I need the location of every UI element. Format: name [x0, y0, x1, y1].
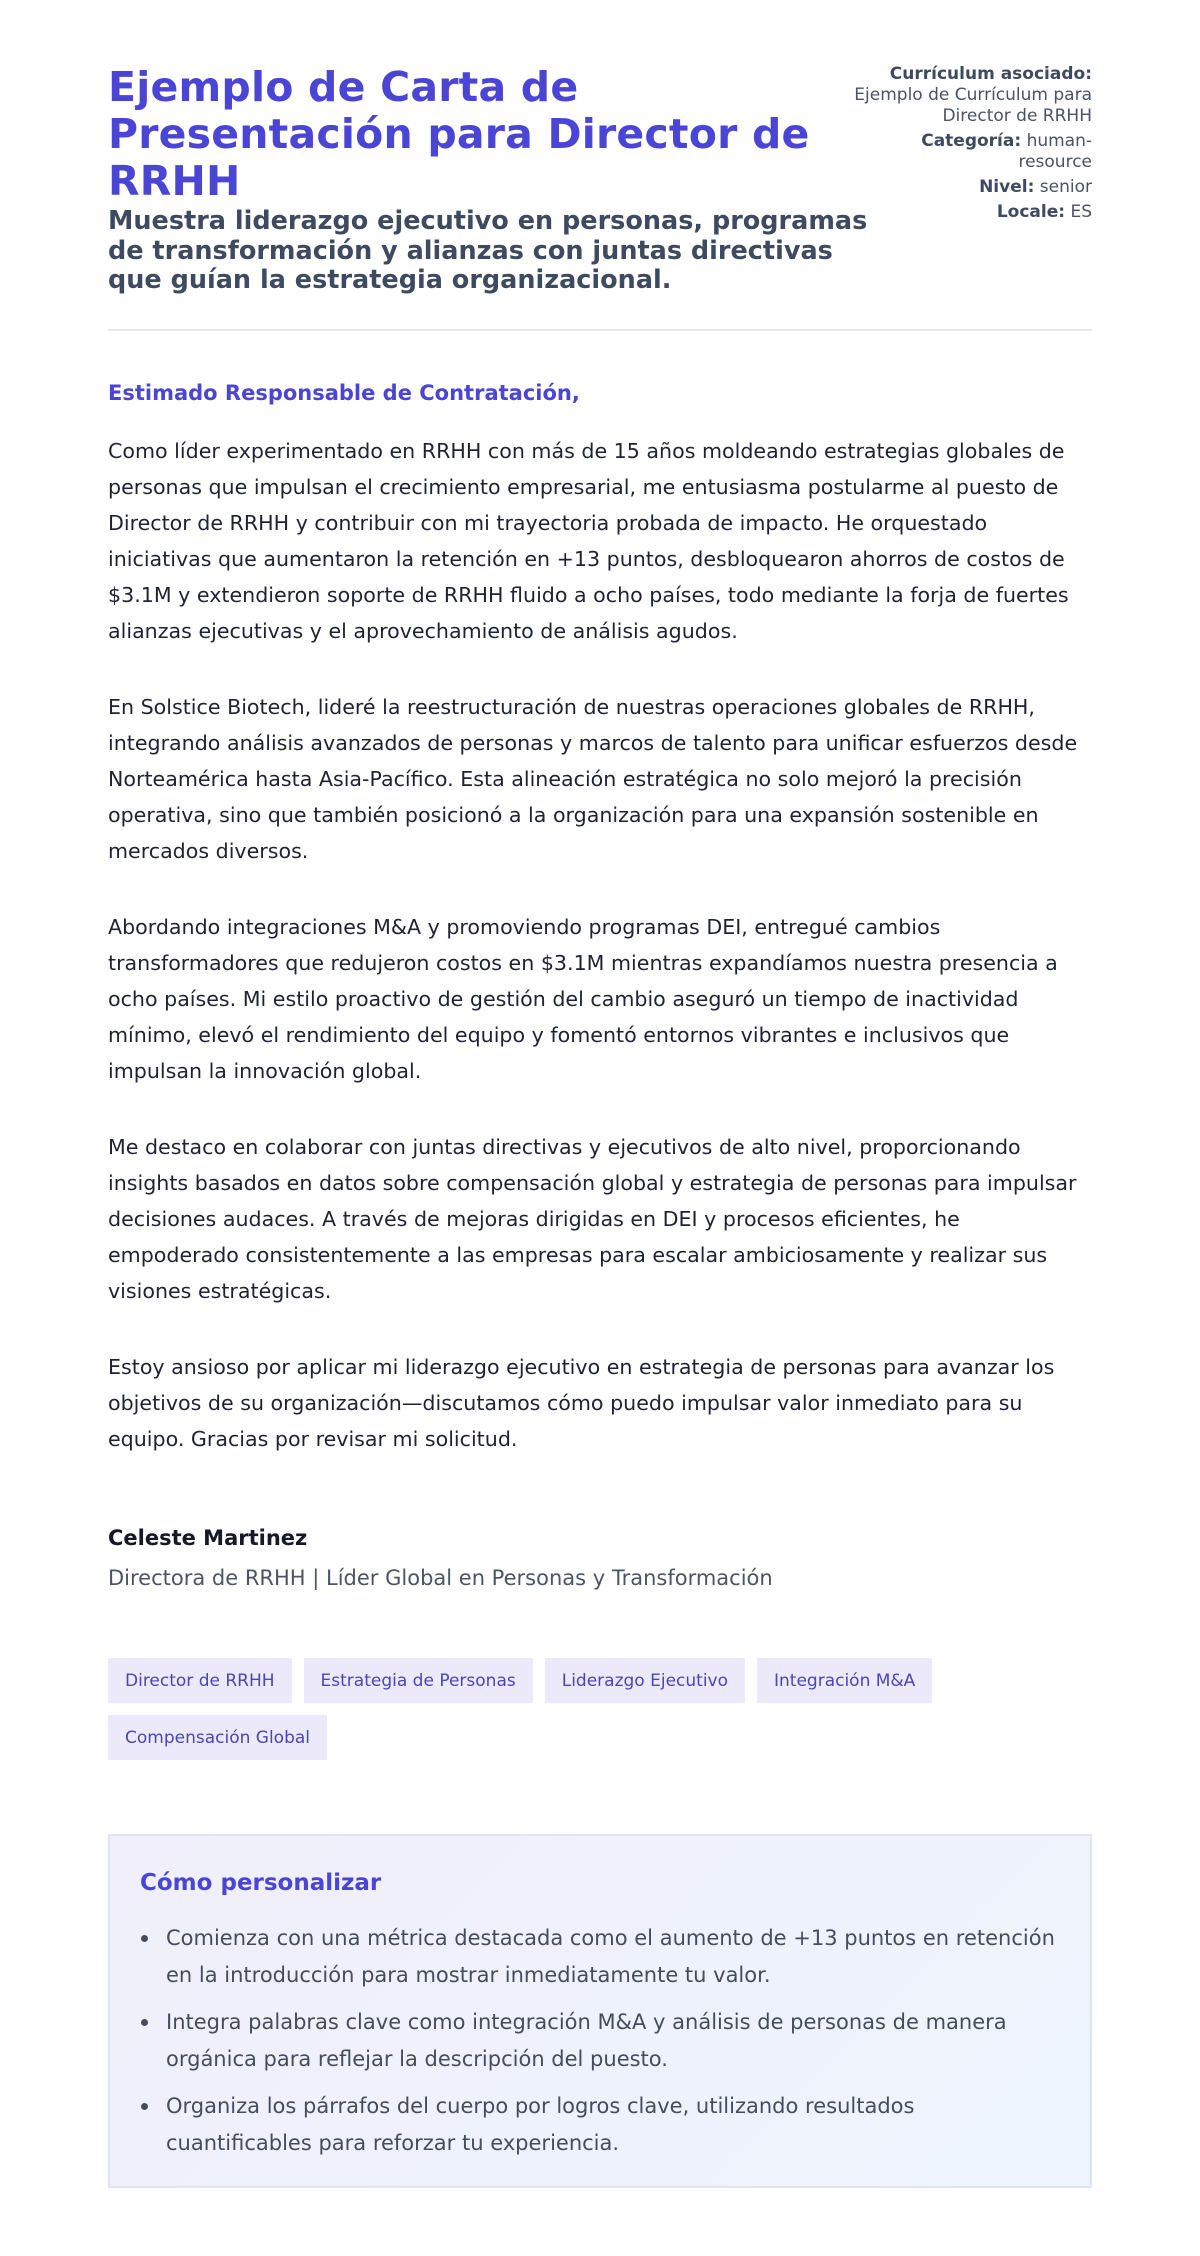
meta-value: human-resource — [1018, 131, 1092, 172]
meta-label: Locale: — [996, 202, 1066, 222]
tip-item — [140, 2088, 1060, 2162]
signature-block — [108, 1524, 773, 1592]
customization-tips-box — [108, 1834, 1092, 2188]
letter-body — [108, 433, 1092, 1497]
meta-value: Ejemplo de Currículum para Director de RRHH — [854, 85, 1092, 126]
tip-item — [140, 1920, 1060, 1994]
meta-panel — [852, 64, 1092, 227]
tag-chip[interactable]: Liderazgo Ejecutivo — [545, 1658, 745, 1703]
signature-name: Celeste Martinez — [108, 1526, 308, 1550]
tag-chip[interactable]: Integración M&A — [757, 1658, 932, 1703]
meta-category — [852, 131, 1092, 173]
letter-paragraph: En Solstice Biotech, lideré la reestructuración de nuestras operaciones globales de RRHH, integrando análisis avanzados de personas y marcos de talento para unificar esfuerzos desde Norteamérica hasta Asia-Pacífico. Esta alineación estratégica no solo mejoró la precisión operativa, sino que también posicionó a la organización para una expansión sostenible en mercados diversos. — [108, 695, 1078, 863]
tips-list — [140, 1920, 1060, 2162]
header-divider — [108, 329, 1092, 331]
meta-value: senior — [1039, 177, 1092, 197]
title-block — [108, 64, 868, 296]
tag-chip[interactable]: Compensación Global — [108, 1715, 327, 1760]
tag-chip[interactable]: Estrategia de Personas — [304, 1658, 533, 1703]
page-header — [108, 0, 1092, 330]
tag-list — [108, 1658, 1092, 1760]
signature-title: Directora de RRHH | Líder Global en Personas y Transformación — [108, 1566, 773, 1590]
letter-greeting: Estimado Responsable de Contratación, — [108, 381, 580, 405]
tag-chip[interactable]: Director de RRHH — [108, 1658, 292, 1703]
meta-locale — [852, 202, 1092, 223]
tip-item — [140, 2004, 1060, 2078]
letter-paragraph: Abordando integraciones M&A y promoviendo programas DEI, entregué cambios transformadores que redujeron costos en $3.1M mientras expandíamos nuestra presencia a ocho países. Mi estilo proactivo de gestión del cambio aseguró un tiempo de inactividad mínimo, elevó el rendimiento del equipo y fomentó entornos vibrantes e inclusivos que impulsan la innovación global. — [108, 915, 1058, 1083]
tip-text: Integra palabras clave como integración M&A y análisis de personas de manera orgánica para reflejar la descripción del puesto. — [166, 2010, 1007, 2071]
bullet-icon — [141, 2103, 148, 2110]
tips-title: Cómo personalizar — [140, 1870, 382, 1896]
tip-text: Comienza con una métrica destacada como el aumento de +13 puntos en retención en la introducción para mostrar inmediatamente tu valor. — [166, 1926, 1055, 1987]
meta-label: Currículum asociado: — [889, 64, 1092, 84]
page-subtitle: Muestra liderazgo ejecutivo en personas, programas de transformación y alianzas con juntas directivas que guían la estrategia organizacional. — [108, 206, 868, 295]
bullet-icon — [141, 2019, 148, 2026]
letter-paragraph: Estoy ansioso por aplicar mi liderazgo ejecutivo en estrategia de personas para avanzar los objetivos de su organización—discutamos cómo puedo impulsar valor inmediato para su equipo. Gracias por revisar mi solicitud. — [108, 1355, 1055, 1451]
letter-paragraph: Como líder experimentado en RRHH con más de 15 años moldeando estrategias globales de personas que impulsan el crecimiento empresarial, me entusiasma postularme al puesto de Director de RRHH y contribuir con mi trayectoria probada de impacto. He orquestado iniciativas que aumentaron la retención en +13 puntos, desbloquearon ahorros de costos de $3.1M y extendieron soporte de RRHH fluido a ocho países, todo mediante la forja de fuertes alianzas ejecutivas y el aprovechamiento de análisis agudos. — [108, 439, 1069, 643]
tip-text: Organiza los párrafos del cuerpo por logros clave, utilizando resultados cuantificables para reforzar tu experiencia. — [166, 2094, 915, 2155]
cover-letter-page — [108, 0, 1092, 2155]
page-title: Ejemplo de Carta de Presentación para Director de RRHH — [108, 63, 810, 205]
meta-label: Categoría: — [921, 131, 1022, 151]
meta-value: ES — [1070, 202, 1092, 222]
meta-associated-resume — [852, 64, 1092, 127]
meta-label: Nivel: — [979, 177, 1035, 197]
bullet-icon — [141, 1935, 148, 1942]
letter-paragraph: Me destaco en colaborar con juntas directivas y ejecutivos de alto nivel, proporcionando insights basados en datos sobre compensación global y estrategia de personas para impulsar decisiones audaces. A través de mejoras dirigidas en DEI y procesos eficientes, he empoderado consistentemente a las empresas para escalar ambiciosamente y realizar sus visiones estratégicas. — [108, 1135, 1077, 1303]
meta-level — [852, 177, 1092, 198]
